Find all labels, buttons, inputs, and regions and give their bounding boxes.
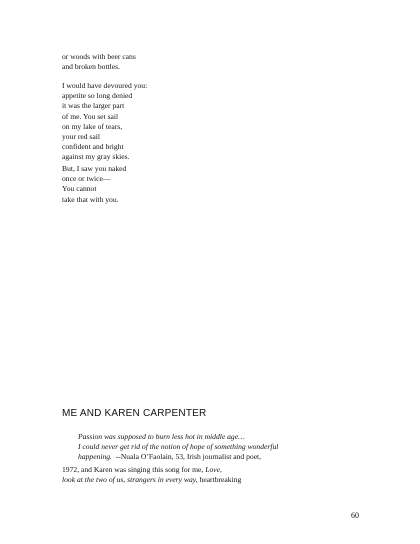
poem-line: You cannot xyxy=(62,184,97,194)
poem-stanza-2 xyxy=(62,81,147,163)
poem-line: it was the larger part xyxy=(62,101,125,111)
poem-line: appetite so long denied xyxy=(62,91,133,101)
poem-line: take that with you. xyxy=(62,194,119,204)
poem-line: and broken bottles. xyxy=(62,62,120,72)
epigraph-line-3-italic: happening. xyxy=(78,452,112,462)
section-heading: ME AND KAREN CARPENTER xyxy=(62,408,207,419)
poem-line: of me. You set sail xyxy=(62,111,119,121)
poem-line: against my gray skies. xyxy=(62,152,130,162)
body-line-1-italic: Love, xyxy=(205,465,222,474)
poem-line: I would have devoured you: xyxy=(62,81,148,90)
epigraph-attribution: --Nuala O’Faolain, 53, Irish journalist and poet, xyxy=(111,452,262,462)
poem-stanza-3 xyxy=(62,164,126,205)
poem-line: on my lake of tears, xyxy=(62,121,123,131)
poem-line: confident and bright xyxy=(62,142,124,152)
body-paragraph xyxy=(62,465,241,485)
page-number: 60 xyxy=(351,511,359,520)
poem-line: But, I saw you naked xyxy=(62,164,127,173)
body-line-1-start: 1972, and Karen was singing this song for me, xyxy=(62,465,206,474)
poem-line: once or twice— xyxy=(62,174,111,184)
epigraph-line-1: Passion was supposed to burn less hot in middle age… xyxy=(78,432,245,441)
body-line-2 xyxy=(62,475,241,485)
poem-stanza-1 xyxy=(62,52,136,72)
body-line-2-italic: look at the two of us, strangers in every way, xyxy=(62,475,198,485)
epigraph-line-2: I could never get rid of the notion of hope of something wonderful xyxy=(78,442,279,452)
poem-line: your red sail xyxy=(62,132,100,142)
epigraph-line-3 xyxy=(78,452,278,462)
body-line-2-end: heartbreaking xyxy=(197,475,242,485)
body-line-1 xyxy=(62,465,241,475)
poem-line: or woods with beer cans xyxy=(62,52,136,61)
epigraph xyxy=(78,432,278,463)
